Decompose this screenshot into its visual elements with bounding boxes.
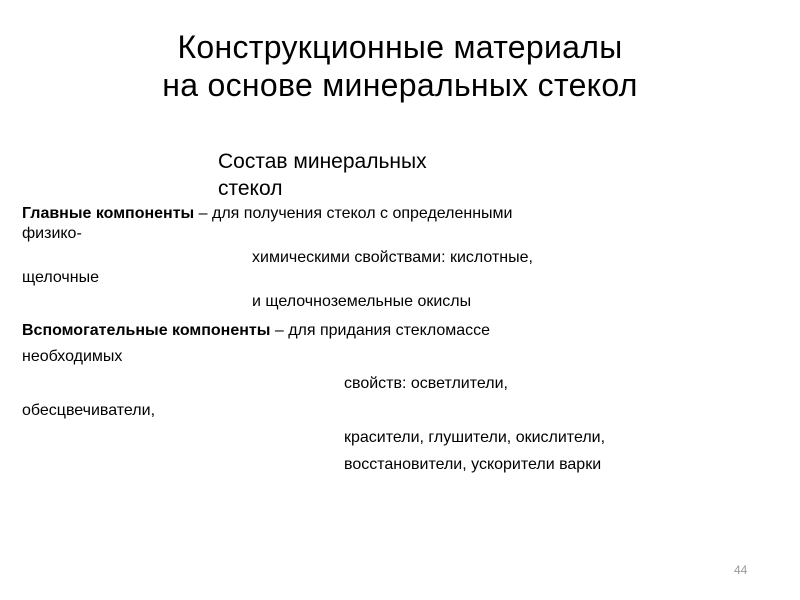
slide-subtitle	[218, 148, 518, 196]
title-line-2: на основе минеральных стекол	[162, 67, 638, 103]
main-components-desc: – для получения стекол с определенными	[194, 205, 513, 222]
aux-components-line-6: восстановители, ускорители варки	[344, 456, 602, 473]
main-components-line-5: и щелочноземельные окислы	[252, 293, 472, 310]
aux-components-line-3: свойств: осветлители,	[344, 375, 508, 392]
aux-components-line-4: обесцвечиватели,	[22, 402, 156, 419]
aux-components-line-2: необходимых	[22, 348, 123, 365]
aux-components-term: Вспомогательные компоненты	[22, 322, 271, 339]
main-components-line-3: химическими свойствами: кислотные,	[252, 249, 533, 266]
slide-title	[0, 28, 800, 104]
main-components-line-2: физико-	[22, 225, 82, 242]
page-number: 44	[734, 563, 748, 577]
aux-components-line-1	[22, 321, 490, 341]
subtitle-line-1: Состав минеральных	[218, 150, 427, 173]
main-components-line-4: щелочные	[22, 269, 99, 286]
subtitle-line-2: стекол	[218, 177, 283, 196]
main-components-line-1	[22, 204, 513, 224]
title-line-1: Конструкционные материалы	[177, 29, 623, 65]
aux-components-desc: – для придания стекломассе	[270, 322, 491, 339]
main-components-term: Главные компоненты	[22, 205, 195, 222]
aux-components-line-5: красители, глушители, окислители,	[344, 429, 606, 446]
